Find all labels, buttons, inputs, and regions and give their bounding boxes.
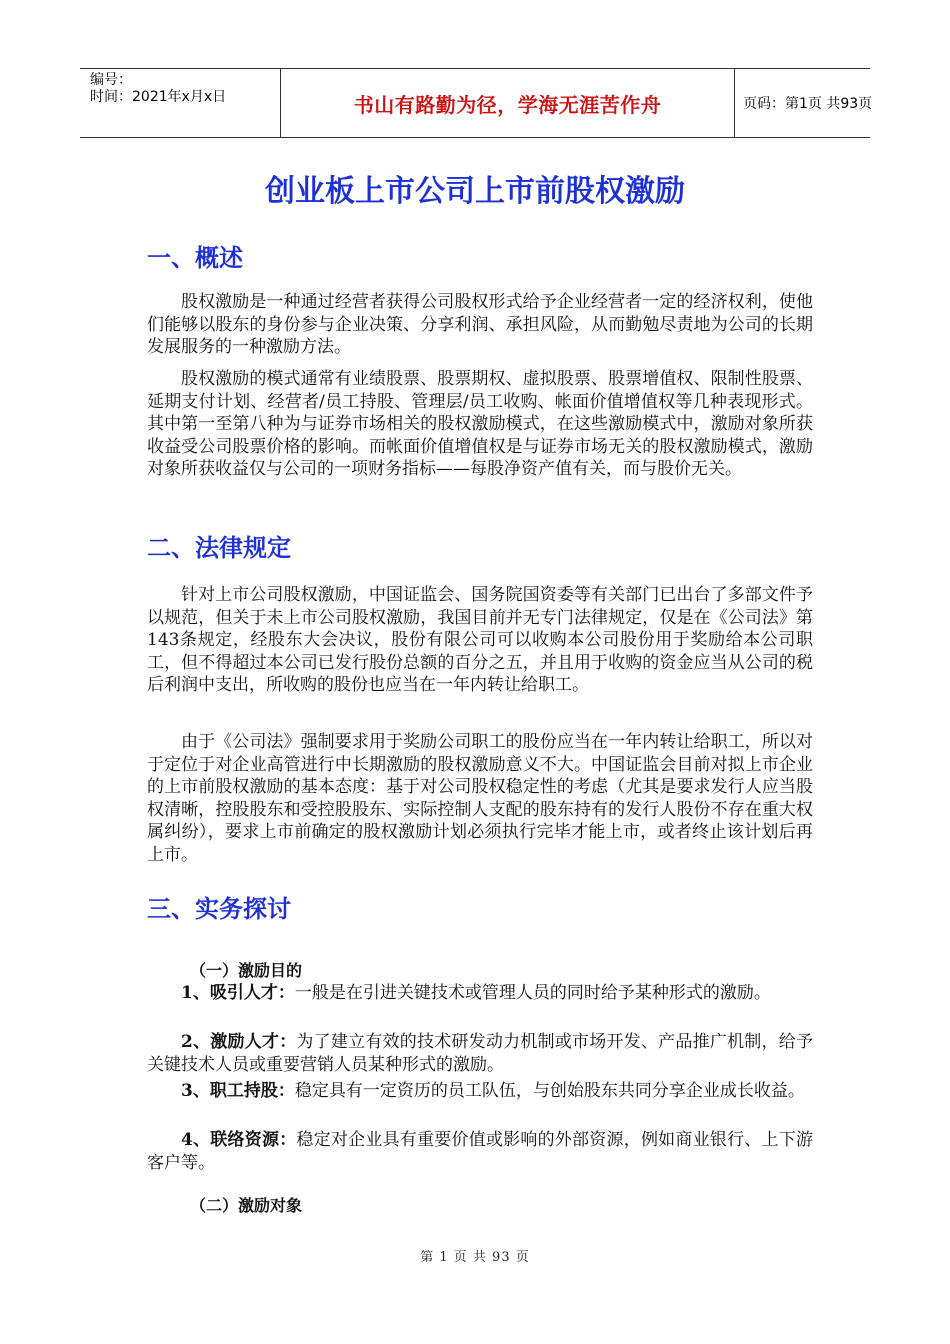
header-meta [80,69,281,137]
section-heading-practice: 三、实务探讨 [147,895,291,923]
number-label: 编号： [90,72,132,88]
item-text: 稳定具有一定资历的员工队伍，与创始股东共同分享企业成长收益。 [294,1081,805,1101]
item-text: 为了建立有效的技术研发动力机制或市场开发、产品推广机制，给予关键技术人员或重要营销人员某种形式的激励。 [147,1032,813,1075]
item-label: 3、职工持股： [181,1081,295,1101]
subsection-heading: （一）激励目的 [190,961,303,980]
page-header [80,68,873,138]
page-footer: 第 1 页 共 93 页 [420,1250,530,1265]
item-label: 1、吸引人才： [181,983,295,1003]
list-item [147,1129,813,1174]
section-heading-legal: 二、法律规定 [147,534,291,562]
paragraph: 针对上市公司股权激励，中国证监会、国务院国资委等有关部门已出台了多部文件予以规范，但关于未上市公司股权激励，我国目前并无专门法律规定，仅是在《公司法》第143条规定，经股东大会决议，股份有限公司可以收购本公司股份用于奖励给本公司职工，但不得超过本公司已发行股份总额的百分之五，并且用于收购的资金应当从公司的税后利润中支出，所收购的股份也应当在一年内转让给职工。 [147,585,813,695]
list-item [147,1031,813,1076]
header-motto: 书山有路勤为径，学海无涯苦作舟 [281,69,735,137]
item-label: 4、联络资源： [181,1130,297,1150]
document-title: 创业板上市公司上市前股权激励 [265,174,685,209]
subsection-heading: （二）激励对象 [190,1196,303,1215]
section-heading-overview: 一、概述 [147,244,243,272]
item-label: 2、激励人才： [181,1032,297,1052]
list-item [147,1080,813,1103]
list-item [147,982,813,1005]
paragraph: 由于《公司法》强制要求用于奖励公司职工的股份应当在一年内转让给职工，所以对于定位于对企业高管进行中长期激励的股权激励意义不大。中国证监会目前对拟上市企业的上市前股权激励的基本态度：基于对公司股权稳定性的考虑（尤其是要求发行人应当股权清晰，控股股东和受控股股东、实际控制人支配的股东持有的发行人股份不存在重大权属纠纷），要求上市前确定的股权激励计划必须执行完毕才能上市，或者终止该计划后再上市。 [147,732,813,865]
paragraph: 股权激励是一种通过经营者获得公司股权形式给予企业经营者一定的经济权利，使他们能够以股东的身份参与企业决策、分享利润、承担风险，从而勤勉尽责地为公司的长期发展服务的一种激励方法。 [147,292,813,357]
header-page-info: 页码：第1页 共93页 [743,96,873,112]
item-text: 一般是在引进关键技术或管理人员的同时给予某种形式的激励。 [294,983,771,1003]
item-text: 稳定对企业具有重要价值或影响的外部资源，例如商业银行、上下游客户等。 [147,1130,813,1173]
paragraph: 股权激励的模式通常有业绩股票、股票期权、虚拟股票、股票增值权、限制性股票、延期支付计划、经营者/员工持股、管理层/员工收购、帐面价值增值权等几种表现形式。其中第一至第八种为与证券市场相关的股权激励模式，在这些激励模式中，激励对象所获收益受公司股票价格的影响。而帐面价值增值权是与证券市场无关的股权激励模式，激励对象所获收益仅与公司的一项财务指标——每股净资产值有关，而与股价无关。 [147,369,813,479]
time-label: 时间：2021年x月x日 [90,89,227,105]
